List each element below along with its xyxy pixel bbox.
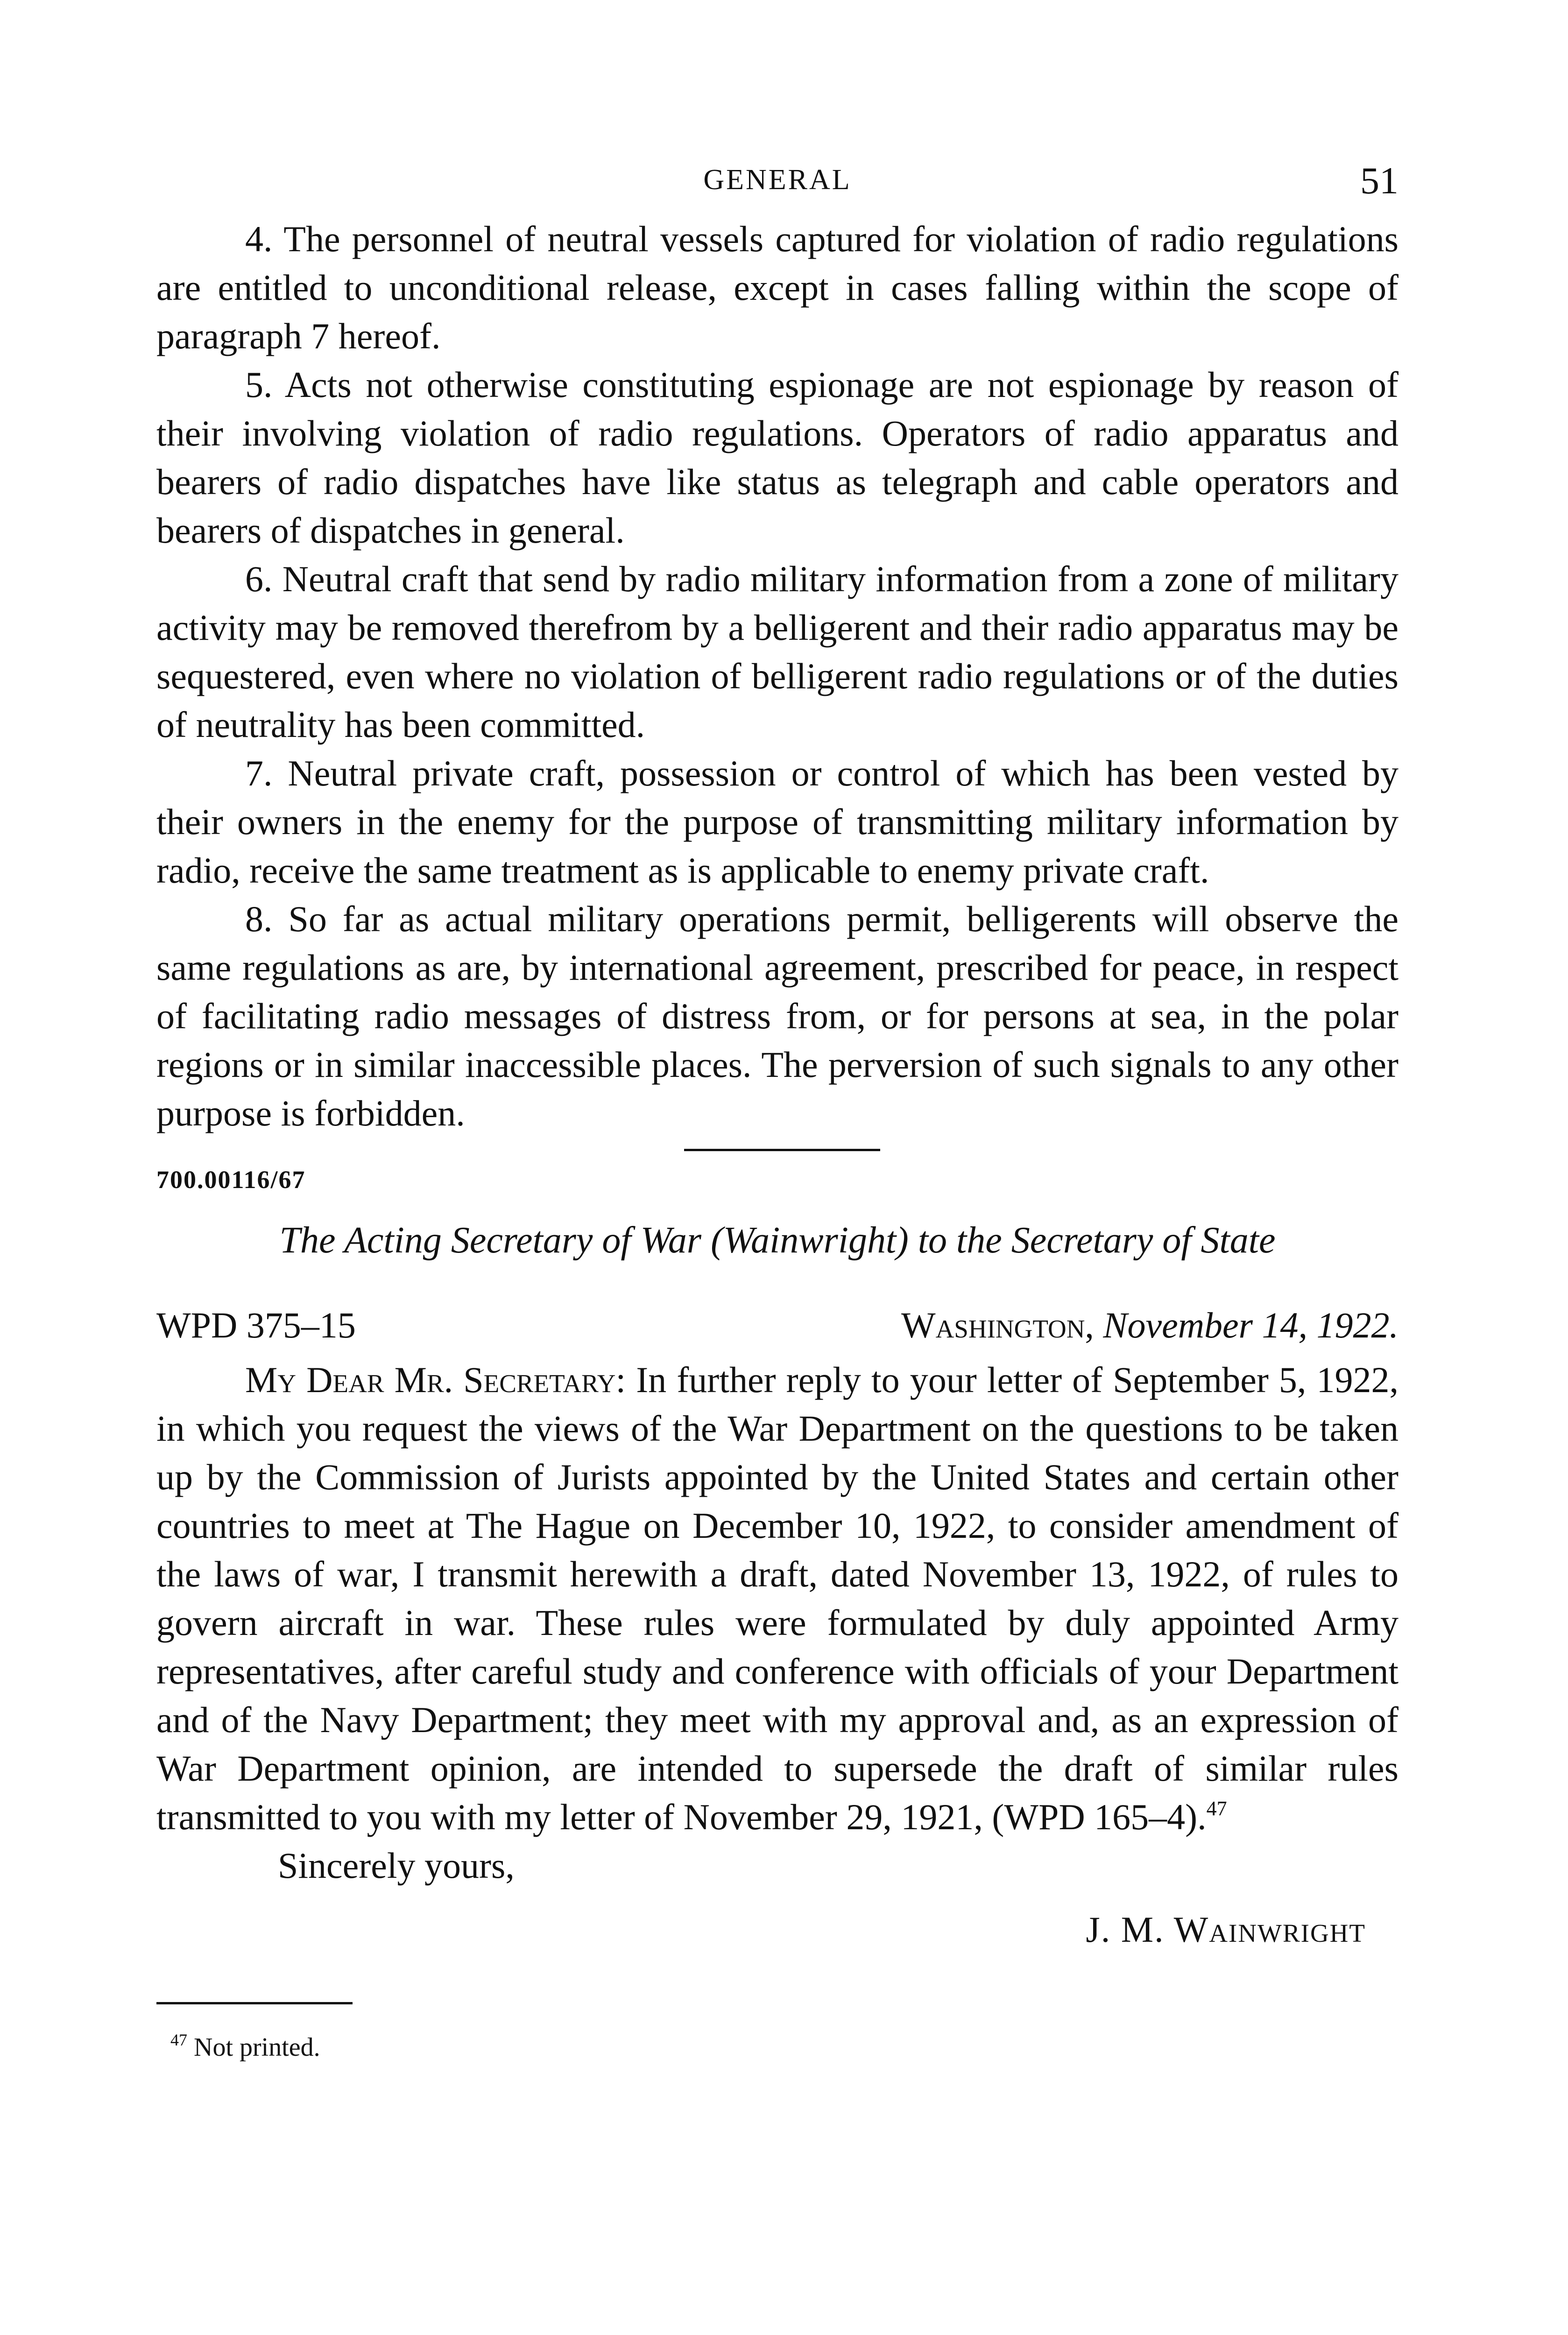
- document-page: [156, 159, 1398, 2062]
- place-date: [901, 1304, 1398, 1346]
- footnote-reference: 47: [1206, 1797, 1227, 1820]
- closing: Sincerely yours,: [278, 1845, 515, 1886]
- paragraph-6: 6. Neutral craft that send by radio military information from a zone of military activity may be removed therefrom by a belligerent and their radio apparatus may be sequestered, even where no violation of belligerent radio regulations or of the duties of neutrality has been committed.: [156, 559, 1398, 745]
- running-head: [156, 159, 1398, 215]
- footnote: [170, 2032, 1398, 2062]
- signature: J. M. Wainwright: [1086, 1909, 1366, 1950]
- footnote-divider: [156, 2002, 353, 2004]
- letter-text: In further reply to your letter of September 5, 1922, in which you request the views of the War Department on the questions to be taken up by the Commission of Jurists appointed by the United States and certain other countries to meet at The Hague on December 10, 1922, to consider amendment of the laws of war, I transmit herewith a draft, dated November 13, 1922, of rules to govern aircraft in war. These rules were formulated by duly appointed Army representatives, after careful study and conference with officials of your Department and of the Navy Department; they meet with my approval and, as an expression of War Department opinion, are intended to supersede the draft of similar rules transmitted to you with my letter of November 29, 1921, (WPD 165–4).: [156, 1359, 1399, 1837]
- page-number: 51: [1360, 159, 1398, 202]
- footnote-text: Not printed.: [194, 2033, 320, 2062]
- salutation: My Dear Mr. Secretary:: [245, 1359, 626, 1400]
- file-number: 700.00116/67: [156, 1166, 306, 1194]
- letter-body: [156, 1356, 1398, 1841]
- running-title: GENERAL: [703, 164, 852, 196]
- date: November 14, 1922.: [1103, 1305, 1398, 1345]
- paragraph-5: 5. Acts not otherwise constituting espionage are not espionage by reason of their involving violation of radio regulations. Operators of radio apparatus and bearers of radio dispatches have like status as telegraph and cable operators and bearers of dispatches in general.: [156, 364, 1398, 551]
- dateline: [156, 1304, 1398, 1356]
- section-divider: [684, 1149, 880, 1151]
- paragraph-8: 8. So far as actual military operations permit, belligerents will observe the same regulations as are, by international agreement, prescribed for peace, in respect of facilitating radio messages of distress from, or for persons at sea, in the polar regions or in similar inaccessible places. The perversion of such signals to any other purpose is forbidden.: [156, 899, 1398, 1133]
- document-heading: The Acting Secretary of War (Wainwright) to the Secretary of State: [279, 1220, 1276, 1261]
- place: Washington,: [901, 1305, 1094, 1345]
- paragraph-7: 7. Neutral private craft, possession or control of which has been vested by their owners in the enemy for the purpose of transmitting military information by radio, receive the same treatment as is applicable to enemy private craft.: [156, 753, 1398, 891]
- reference-number: WPD 375–15: [156, 1305, 356, 1345]
- paragraph-4: 4. The personnel of neutral vessels captured for violation of radio regulations are entitled to unconditional release, except in cases falling within the scope of paragraph 7 hereof.: [156, 219, 1398, 356]
- footnote-mark: 47: [170, 2031, 187, 2049]
